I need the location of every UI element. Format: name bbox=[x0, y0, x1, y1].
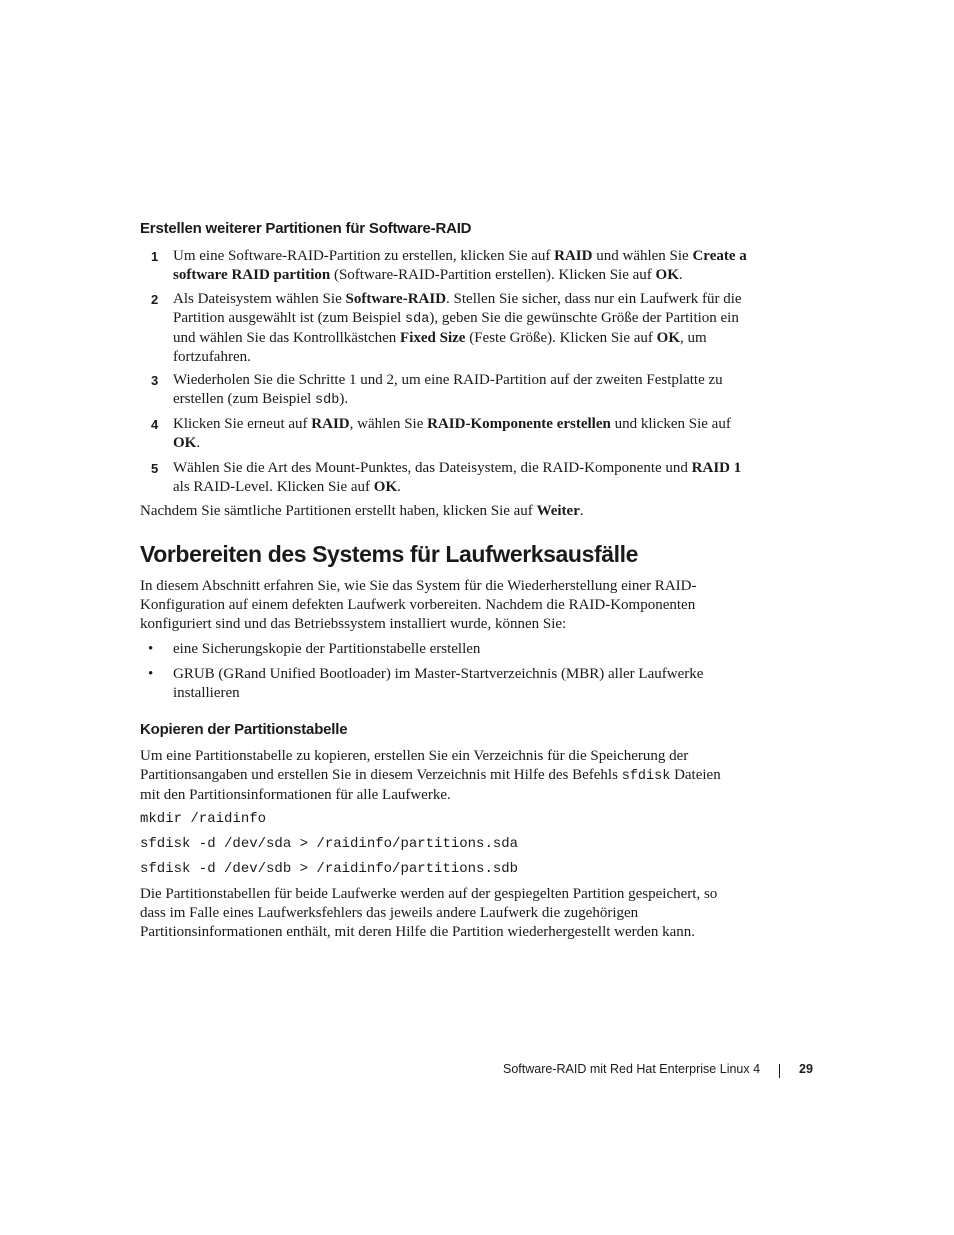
step-number: 2 bbox=[151, 292, 159, 307]
step-number: 1 bbox=[151, 249, 159, 264]
step-text: Wiederholen Sie die Schritte 1 und 2, um eine RAID-Partition auf der zweiten Festplatte zu erstellen (zum Beispiel sdb). bbox=[173, 372, 723, 408]
step-number: 3 bbox=[151, 373, 159, 388]
section-heading-failure-prep: Vorbereiten des Systems für Laufwerksausfälle bbox=[140, 541, 638, 567]
step-number: 5 bbox=[151, 461, 159, 476]
code-line: sfdisk -d /dev/sda > /raidinfo/partitions.sda bbox=[140, 836, 519, 852]
copy-table-intro: Um eine Partitionstabelle zu kopieren, erstellen Sie ein Verzeichnis für die Speicherung der Partitionsangaben und erstellen Sie in diesem Verzeichnis mit Hilfe des Befehls sfdisk Dateien mit den Partitionsinformationen für alle Laufwerke. bbox=[140, 748, 721, 803]
bullet-text: eine Sicherungskopie der Partitionstabelle erstellen bbox=[173, 641, 481, 657]
bullet-icon: • bbox=[148, 666, 154, 682]
section-heading-partitions: Erstellen weiterer Partitionen für Software-RAID bbox=[140, 220, 472, 237]
footer-title: Software-RAID mit Red Hat Enterprise Linux 4 bbox=[503, 1062, 761, 1076]
page-number: 29 bbox=[799, 1062, 813, 1076]
failure-prep-intro: In diesem Abschnitt erfahren Sie, wie Sie das System für die Wiederherstellung einer RAID-Konfiguration auf einem defekten Laufwerk vorbereiten. Nachdem die RAID-Komponenten konfiguriert sind und das Betriebssystem installiert wurde, können Sie: bbox=[140, 578, 697, 632]
after-steps-text: Nachdem Sie sämtliche Partitionen erstellt haben, klicken Sie auf Weiter. bbox=[140, 503, 584, 519]
code-line: sfdisk -d /dev/sdb > /raidinfo/partitions.sdb bbox=[140, 861, 519, 877]
copy-table-outro: Die Partitionstabellen für beide Laufwerke werden auf der gespiegelten Partition gespeichert, so dass im Falle eines Laufwerksfehlers das jeweils andere Laufwerk die zugehörigen Partitionsinformationen enthält, mit deren Hilfe die Partition wiederhergestellt werden kann. bbox=[140, 886, 718, 940]
step-number: 4 bbox=[151, 417, 159, 432]
bullet-text: GRUB (GRand Unified Bootloader) im Master-Startverzeichnis (MBR) aller Laufwerke installieren bbox=[173, 666, 704, 701]
step-text: Um eine Software-RAID-Partition zu erstellen, klicken Sie auf RAID und wählen Sie Create a software RAID partition (Software-RAID-Partition erstellen). Klicken Sie auf OK. bbox=[173, 248, 747, 283]
step-text: Als Dateisystem wählen Sie Software-RAID. Stellen Sie sicher, dass nur ein Laufwerk für die Partition ausgewählt ist (zum Beispiel sda), geben Sie die gewünschte Größe der Partition ein und wählen Sie das Kontrollkästchen Fixed Size (Feste Größe). Klicken Sie auf OK, um fortzufahren. bbox=[173, 291, 742, 365]
section-heading-copy-table: Kopieren der Partitionstabelle bbox=[140, 721, 348, 738]
code-line: mkdir /raidinfo bbox=[140, 811, 267, 827]
bullet-icon: • bbox=[148, 641, 154, 657]
step-text: Wählen Sie die Art des Mount-Punktes, das Dateisystem, die RAID-Komponente und RAID 1 als RAID-Level. Klicken Sie auf OK. bbox=[173, 460, 742, 495]
page-footer bbox=[503, 1062, 823, 1076]
footer-divider bbox=[779, 1064, 780, 1078]
step-text: Klicken Sie erneut auf RAID, wählen Sie RAID-Komponente erstellen und klicken Sie auf OK. bbox=[173, 416, 731, 451]
